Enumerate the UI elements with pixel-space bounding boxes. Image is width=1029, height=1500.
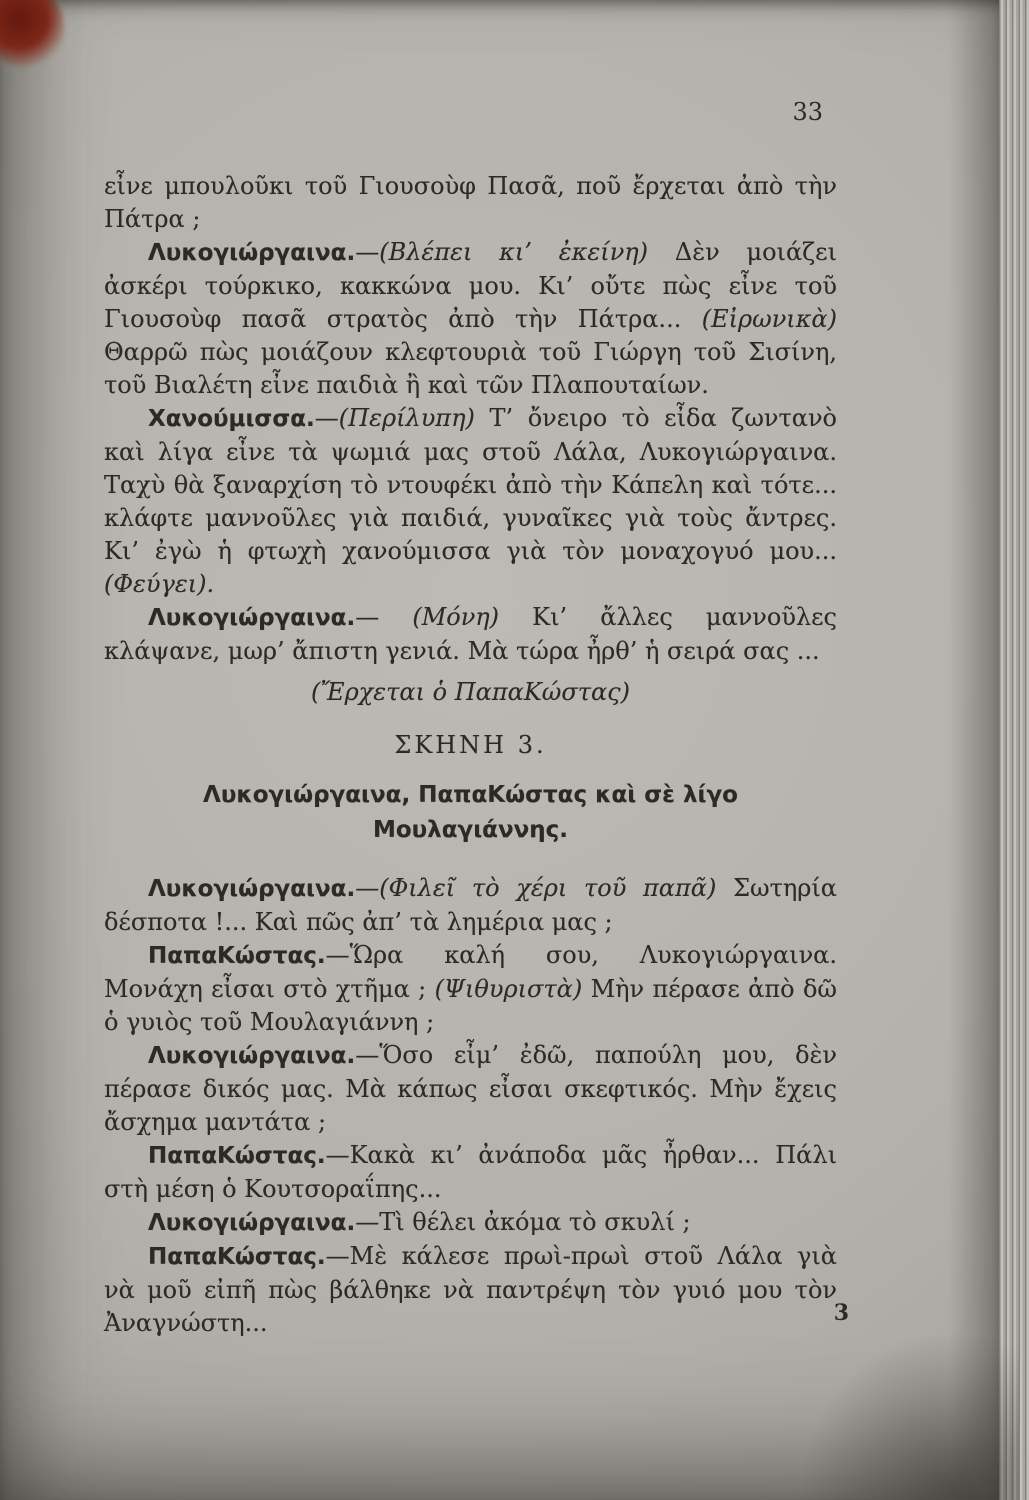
dialogue-text: — xyxy=(314,404,339,432)
stage-direction: (Ψιθυριστὰ) xyxy=(434,975,583,1003)
character-name: Μουλαγιάννης. xyxy=(372,817,569,843)
dialogue-text: —Τὶ θέλει ἀκόμα τὸ σκυλί ; xyxy=(355,1208,691,1236)
dialogue-lykogiorgaina-4 xyxy=(104,1039,837,1139)
character-name: Χανούμισσα. xyxy=(148,406,315,432)
dialogue-lykogiorgaina-1 xyxy=(104,236,837,402)
dialogue-papakostas-2 xyxy=(104,1139,837,1206)
character-name: Λυκογιώργαινα. xyxy=(148,1043,356,1069)
stage-direction: (Ἔρχεται ὁ ΠαπαΚώστας) xyxy=(311,678,630,706)
dialogue-text: — xyxy=(355,603,413,631)
dialogue-text: εἶνε μπουλοῦκι τοῦ Γιουσοὺφ Πασᾶ, ποῦ ἔρχεται ἀπὸ τὴν Πάτρα ; xyxy=(104,172,837,233)
dialogue-text: —Μὲ κάλεσε πρωὶ-πρωὶ στοῦ Λάλα γιὰ νὰ μοῦ εἰπῆ πὼς βάλθηκε νὰ παντρέψη τὸν γυιό μου τὸν Ἀναγνώστη... xyxy=(104,1242,837,1337)
dialogue-lykogiorgaina-5 xyxy=(104,1206,837,1240)
dialogue-text: ΣΚΗΝΗ 3. xyxy=(394,731,547,759)
dialogue-text: — xyxy=(355,874,380,902)
stage-direction: (Εἰρωνικὰ) xyxy=(701,305,837,333)
page-text xyxy=(104,170,837,1340)
character-name: Λυκογιώργαινα. xyxy=(148,605,356,631)
dialogue-lykogiorgaina-2 xyxy=(104,601,837,668)
dialogue-text: Δὲν μοιάζει ἀσκέρι τούρκικο, κακκώνα μου. Κι’ οὔτε πὼς εἶνε τοῦ Γιουσοὺφ πασᾶ στρατὸς ἀπὸ τὴν Πάτρα... xyxy=(104,238,837,333)
dialogue-chanoumissa xyxy=(104,402,837,601)
dialogue-text: — xyxy=(355,238,380,266)
dialogue-papakostas-1 xyxy=(104,939,837,1039)
character-name: Λυκογιώργαινα, ΠαπαΚώστας xyxy=(203,782,588,808)
page-edge-texture xyxy=(999,0,1029,1500)
ink-stain xyxy=(0,0,64,70)
character-name: ΠαπαΚώστας. xyxy=(148,943,326,969)
stage-direction: (Βλέπει κι’ ἐκείνη) xyxy=(379,238,649,266)
dialogue-text: Σωτηρία δέσποτα !... Καὶ πῶς ἀπ’ τὰ λημέρια μας ; xyxy=(104,874,837,936)
dialogue-text: Θαρρῶ πὼς μοιάζουν κλεφτουριὰ τοῦ Γιώργη τοῦ Σισίνη, τοῦ Βιαλέτη εἶνε παιδιὰ ἢ καὶ τῶν Πλαπουταίων. xyxy=(104,338,837,399)
dialogue-text: —Ὅσο εἶμ’ ἐδῶ, παπούλη μου, δὲν πέρασε δικός μας. Μὰ κάπως εἶσαι σκεφτικός. Μὴν ἔχεις ἄσχημα μαντάτα ; xyxy=(104,1041,837,1136)
dialogue-text: —Ὥρα καλή σου, Λυκογιώργαινα. Μονάχη εἶσαι στὸ χτῆμα ; xyxy=(104,941,837,1003)
stage-direction: (Περίλυπη) xyxy=(338,404,475,432)
dialogue-text: Μὴν πέρασε ἀπὸ δῶ ὁ γυιὸς τοῦ Μουλαγιάννη ; xyxy=(104,975,837,1036)
character-name: Λυκογιώργαινα. xyxy=(148,876,356,902)
dialogue-lykogiorgaina-3 xyxy=(104,872,837,939)
page-curve-shadow xyxy=(949,0,1001,1500)
page-number: 33 xyxy=(792,98,823,126)
dialogue-papakostas-3 xyxy=(104,1240,837,1340)
stage-direction: (Φεύγει). xyxy=(104,570,215,598)
cast-list xyxy=(181,778,761,848)
dialogue-text: Τ’ ὄνειρο τὸ εἶδα ζωντανὸ καὶ λίγα εἶνε τὰ ψωμιά μας στοῦ Λάλα, Λυκογιώργαινα. Ταχὺ θὰ ξαναρχίση τὸ ντουφέκι ἀπὸ τὴν Κάπελη καὶ τότε... κλάφτε μαννοῦλες γιὰ παιδιά, γυναῖκες γιὰ τοὺς ἄντρες. Κι’ ἐγὼ ἡ φτωχὴ χανούμισσα γιὰ τὸν μοναχογυό μου... xyxy=(104,404,837,565)
character-name: Λυκογιώργαινα. xyxy=(148,1210,356,1236)
character-name: ΠαπαΚώστας. xyxy=(148,1143,326,1169)
cast-connector-text: καὶ σὲ λίγο xyxy=(587,782,738,808)
dialogue-text: —Κακὰ κι’ ἀνάποδα μᾶς ἦρθαν... Πάλι στὴ μέση ὁ Κουτσοραΐπης... xyxy=(104,1141,837,1203)
stage-direction-enter-papakostas xyxy=(104,676,837,709)
scene-heading xyxy=(104,729,837,762)
stage-direction: (Μόνη) xyxy=(412,603,500,631)
dialogue-continuation xyxy=(104,170,837,236)
character-name: ΠαπαΚώστας. xyxy=(148,1244,326,1270)
signature-number: 3 xyxy=(833,1300,849,1326)
stage-direction: (Φιλεῖ τὸ χέρι τοῦ παπᾶ) xyxy=(379,874,717,902)
character-name: Λυκογιώργαινα. xyxy=(148,240,356,266)
corner-shadow xyxy=(799,1330,1019,1500)
dialogue-text: Κι’ ἄλλες μαννοῦλες κλάψανε, μωρ’ ἄπιστη γενιά. Μὰ τώρα ἦρθ’ ἡ σειρά σας ... xyxy=(104,603,837,665)
